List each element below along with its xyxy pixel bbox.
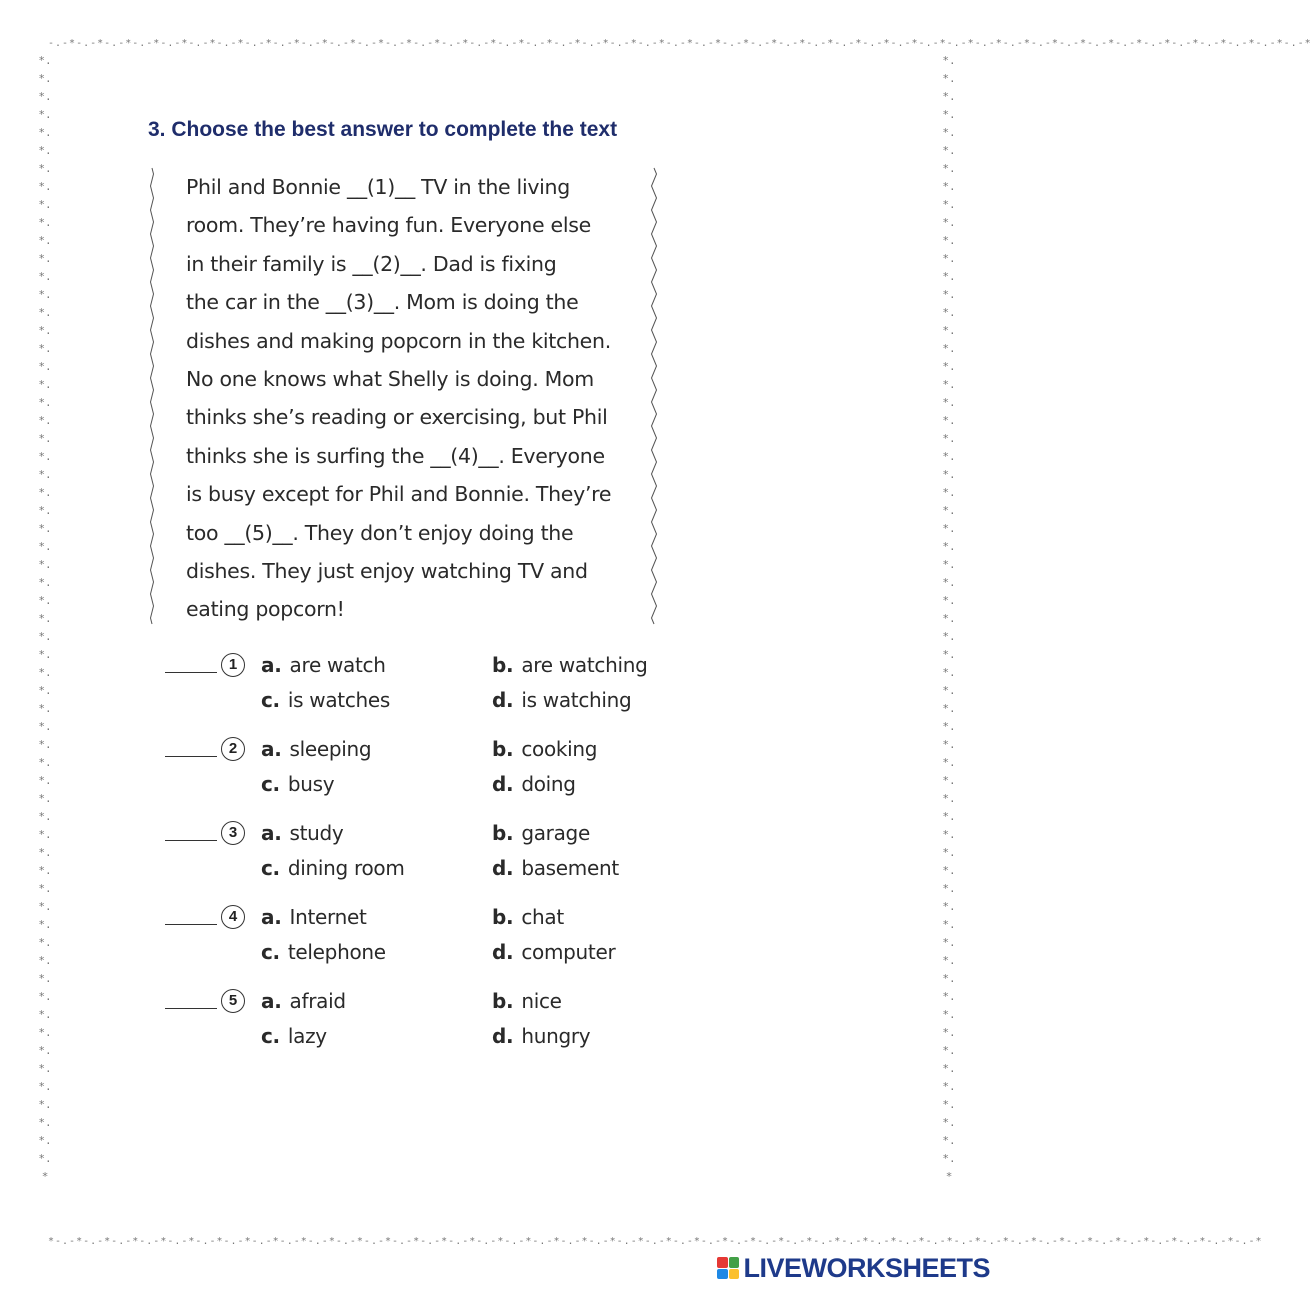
liveworksheets-logo[interactable] xyxy=(717,1253,990,1283)
passage-right-wavy-border xyxy=(648,168,658,624)
passage-line: No one knows what Shelly is doing. Mom xyxy=(186,367,594,392)
border-bottom-ornament: *-.-*-.-*-.-*-.-*-.-*-.-*-.-*-.-*-.-*-.-*-.-*-.-*-.-*-.-*-.-*-.-*-.-*-.-*-.-*-.-*-.-*-.-*-.-*-.-*-.-*-.-*-.-*-.-*-.-*-.-*-.-*-.-*-.-*-.-*-.-*-.-*-.-*-.-*-.-*-.-*-.-*-.-*-.-* xyxy=(48,1236,1263,1247)
option-letter: b. xyxy=(492,989,514,1013)
question-number-1: 1 xyxy=(221,653,245,677)
passage-line: Phil and Bonnie __(1)__ TV in the living xyxy=(186,175,570,199)
option-letter: d. xyxy=(492,856,514,880)
question-1 xyxy=(165,650,665,720)
border-right-ornament: *.*.*.*.*.*.*.*.*.*.*.*.*.*.*.*.*.*.*.*.*.*.*.*.*.*.*.*.*.*.*.*.*.*.*.*.*.*.*.*.*.*.*.*.*.*.*.*.*.*.*.*.*.*.*.*.*.*.*.*.*.*.* xyxy=(942,54,956,1183)
option-letter: c. xyxy=(261,940,280,964)
option-text: Internet xyxy=(289,905,367,929)
answer-blank-2[interactable] xyxy=(165,756,217,757)
option-letter: c. xyxy=(261,772,280,796)
option-letter: c. xyxy=(261,856,280,880)
option-text: is watching xyxy=(521,688,632,712)
option-letter: d. xyxy=(492,688,514,712)
passage-line: room. They’re having fun. Everyone else xyxy=(186,213,591,238)
option-4b[interactable] xyxy=(492,905,564,929)
option-text: computer xyxy=(521,940,616,964)
option-text: are watching xyxy=(521,653,648,677)
answer-blank-1[interactable] xyxy=(165,672,217,673)
option-text: cooking xyxy=(521,737,598,761)
option-3a[interactable] xyxy=(261,821,343,845)
question-number-4: 4 xyxy=(221,905,245,929)
option-4d[interactable] xyxy=(492,940,615,964)
option-text: telephone xyxy=(287,940,386,964)
passage-left-wavy-border xyxy=(148,168,158,624)
passage-line: in their family is __(2)__. Dad is fixing xyxy=(186,251,557,276)
passage-line: eating popcorn! xyxy=(186,597,345,622)
exercise-title: 3. Choose the best answer to complete the text xyxy=(148,118,618,141)
passage-line: dishes. They just enjoy watching TV and xyxy=(186,559,588,584)
answer-blank-5[interactable] xyxy=(165,1008,217,1009)
logo-square-green xyxy=(729,1257,740,1268)
option-letter: d. xyxy=(492,940,514,964)
option-letter: d. xyxy=(492,1024,514,1048)
option-1c[interactable] xyxy=(261,688,390,712)
option-4c[interactable] xyxy=(261,940,386,964)
logo-square-red xyxy=(717,1257,728,1268)
option-text: hungry xyxy=(521,1024,591,1048)
passage-text xyxy=(186,168,646,629)
liveworksheets-logo-icon xyxy=(717,1257,739,1279)
passage-line: dishes and making popcorn in the kitchen. xyxy=(186,328,611,353)
passage-line: too __(5)__. They don’t enjoy doing the xyxy=(186,520,574,545)
option-text: dining room xyxy=(287,856,405,880)
border-top-ornament: -.-*-.-*-.-*-.-*-.-*-.-*-.-*-.-*-.-*-.-*-.-*-.-*-.-*-.-*-.-*-.-*-.-*-.-*-.-*-.-*-.-*-.-*-.-*-.-*-.-*-.-*-.-*-.-*-.-*-.-*-.-*-.-*-.-*-.-*-.-*-.-*-.-*-.-*-.-*-.-*-.-*-.-*-.-*-.-*-.-* xyxy=(48,38,1312,49)
option-letter: a. xyxy=(261,737,282,761)
question-number-2: 2 xyxy=(221,737,245,761)
option-5d[interactable] xyxy=(492,1024,590,1048)
option-1d[interactable] xyxy=(492,688,631,712)
passage-box xyxy=(148,168,658,624)
answer-blank-4[interactable] xyxy=(165,924,217,925)
passage-line: the car in the __(3)__. Mom is doing the xyxy=(186,290,579,315)
option-5c[interactable] xyxy=(261,1024,327,1048)
question-4 xyxy=(165,902,665,972)
option-text: doing xyxy=(521,772,576,796)
option-text: garage xyxy=(521,821,590,845)
question-number-3: 3 xyxy=(221,821,245,845)
option-letter: b. xyxy=(492,737,514,761)
option-text: nice xyxy=(521,989,562,1013)
option-3b[interactable] xyxy=(492,821,590,845)
border-left-ornament: *.*.*.*.*.*.*.*.*.*.*.*.*.*.*.*.*.*.*.*.*.*.*.*.*.*.*.*.*.*.*.*.*.*.*.*.*.*.*.*.*.*.*.*.*.*.*.*.*.*.*.*.*.*.*.*.*.*.*.*.*.*.* xyxy=(38,54,52,1183)
option-letter: c. xyxy=(261,1024,280,1048)
option-letter: a. xyxy=(261,821,282,845)
passage-line: is busy except for Phil and Bonnie. They’re xyxy=(186,482,612,507)
option-text: is watches xyxy=(287,688,391,712)
question-5 xyxy=(165,986,665,1056)
option-3d[interactable] xyxy=(492,856,619,880)
option-4a[interactable] xyxy=(261,905,367,929)
option-1a[interactable] xyxy=(261,653,386,677)
option-2a[interactable] xyxy=(261,737,371,761)
passage-line: thinks she’s reading or exercising, but Phil xyxy=(186,405,608,430)
option-text: chat xyxy=(521,905,564,929)
logo-square-blue xyxy=(717,1269,728,1280)
option-letter: a. xyxy=(261,653,282,677)
option-text: busy xyxy=(287,772,335,796)
option-text: basement xyxy=(521,856,619,880)
option-2d[interactable] xyxy=(492,772,576,796)
logo-square-yellow xyxy=(729,1269,740,1280)
option-2c[interactable] xyxy=(261,772,334,796)
option-letter: b. xyxy=(492,905,514,929)
liveworksheets-logo-text: LIVEWORKSHEETS xyxy=(743,1252,990,1283)
option-text: are watch xyxy=(289,653,386,677)
option-letter: b. xyxy=(492,821,514,845)
option-letter: d. xyxy=(492,772,514,796)
option-text: lazy xyxy=(287,1024,327,1048)
option-letter: c. xyxy=(261,688,280,712)
passage-line: thinks she is surfing the __(4)__. Everyone xyxy=(186,443,605,468)
question-3 xyxy=(165,818,665,888)
option-1b[interactable] xyxy=(492,653,647,677)
option-2b[interactable] xyxy=(492,737,597,761)
question-2 xyxy=(165,734,665,804)
answer-blank-3[interactable] xyxy=(165,840,217,841)
option-3c[interactable] xyxy=(261,856,405,880)
option-text: sleeping xyxy=(289,737,372,761)
option-text: study xyxy=(289,821,344,845)
option-5a[interactable] xyxy=(261,989,346,1013)
question-number-5: 5 xyxy=(221,989,245,1013)
option-letter: a. xyxy=(261,989,282,1013)
option-letter: b. xyxy=(492,653,514,677)
option-text: afraid xyxy=(289,989,346,1013)
option-5b[interactable] xyxy=(492,989,562,1013)
option-letter: a. xyxy=(261,905,282,929)
